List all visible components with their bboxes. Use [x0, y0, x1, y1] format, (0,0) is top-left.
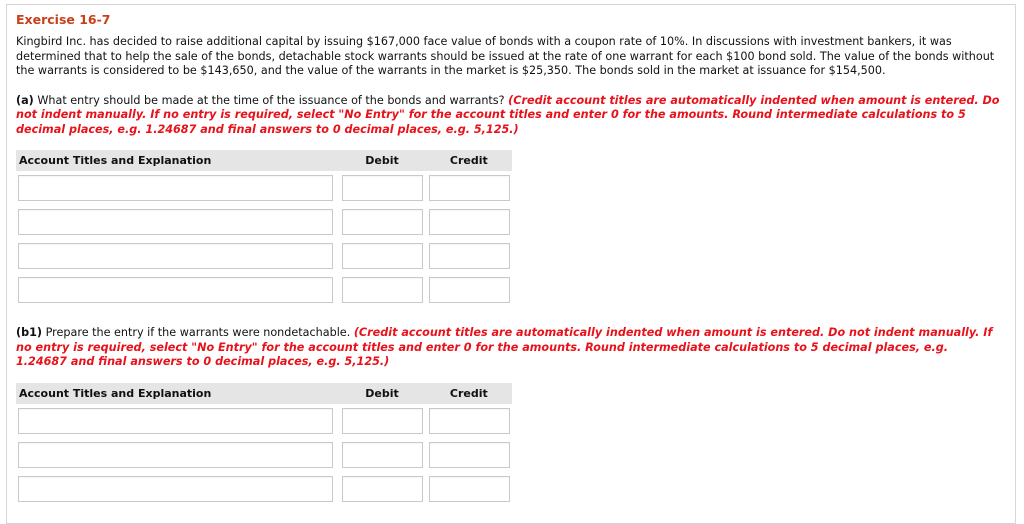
part-a-instructions: (Credit account titles are automatically indented when amount is entered. Do not indent manually. If no entry is required, select "No Entry" for the account titles and enter 0 for the amounts. Round intermediate calculations to 5 decimal places, e.g. 1.24687 and final answers to 0 decimal places, e.g. 5,125.)	[16, 93, 1000, 136]
debit-input[interactable]	[342, 175, 423, 201]
credit-column-header: Credit	[426, 150, 512, 171]
debit-input[interactable]	[342, 442, 423, 468]
journal-row	[16, 438, 512, 472]
credit-column-header: Credit	[426, 383, 512, 404]
credit-input[interactable]	[429, 243, 510, 269]
part-a-label: (a)	[16, 93, 34, 107]
exercise-title: Exercise 16-7	[16, 12, 111, 27]
journal-row	[16, 205, 512, 239]
journal-table-header	[16, 383, 512, 404]
journal-row	[16, 239, 512, 273]
credit-input[interactable]	[429, 209, 510, 235]
part-b1-instructions: (Credit account titles are automatically indented when amount is entered. Do not indent manually. If no entry is required, select "No Entry" for the account titles and enter 0 for the amounts. Round intermediate calculations to 5 decimal places, e.g. 1.24687 and final answers to 0 decimal places, e.g. 5,125.)	[16, 326, 993, 368]
account-title-input[interactable]	[18, 209, 333, 235]
debit-input[interactable]	[342, 476, 423, 502]
account-title-input[interactable]	[18, 277, 333, 303]
credit-input[interactable]	[429, 476, 510, 502]
journal-table-b1	[16, 383, 512, 506]
journal-row	[16, 273, 512, 307]
debit-input[interactable]	[342, 243, 423, 269]
account-title-input[interactable]	[18, 175, 333, 201]
journal-row	[16, 171, 512, 205]
debit-column-header: Debit	[338, 150, 425, 171]
part-b1-question	[16, 326, 1001, 370]
account-title-input[interactable]	[18, 408, 333, 434]
exercise-content	[16, 12, 1001, 506]
account-title-input[interactable]	[18, 476, 333, 502]
journal-row	[16, 404, 512, 438]
part-a-question-text: What entry should be made at the time of the issuance of the bonds and warrants?	[37, 93, 505, 107]
part-b1-label: (b1)	[16, 326, 43, 339]
credit-input[interactable]	[429, 408, 510, 434]
debit-column-header: Debit	[338, 383, 425, 404]
part-a-question	[16, 94, 1001, 138]
exercise-description: Kingbird Inc. has decided to raise additional capital by issuing $167,000 face value of bonds with a coupon rate of 10%. In discussions with investment bankers, it was determined that to help the sale of the bonds, detachable stock warrants should be issued at the rate of one warrant for each $100 bond sold. The value of the bonds without the warrants is considered to be $143,650, and the value of the warrants in the market is $25,350. The bonds sold in the market at issuance for $154,500.	[16, 35, 995, 77]
account-title-input[interactable]	[18, 442, 333, 468]
debit-input[interactable]	[342, 277, 423, 303]
journal-table-header	[16, 150, 512, 171]
debit-input[interactable]	[342, 408, 423, 434]
credit-input[interactable]	[429, 442, 510, 468]
account-title-input[interactable]	[18, 243, 333, 269]
account-column-header: Account Titles and Explanation	[16, 383, 338, 404]
part-b1-question-text: Prepare the entry if the warrants were nondetachable.	[45, 326, 351, 339]
account-column-header: Account Titles and Explanation	[16, 150, 338, 171]
journal-table-a	[16, 150, 512, 307]
debit-input[interactable]	[342, 209, 423, 235]
credit-input[interactable]	[429, 175, 510, 201]
credit-input[interactable]	[429, 277, 510, 303]
journal-row	[16, 472, 512, 506]
